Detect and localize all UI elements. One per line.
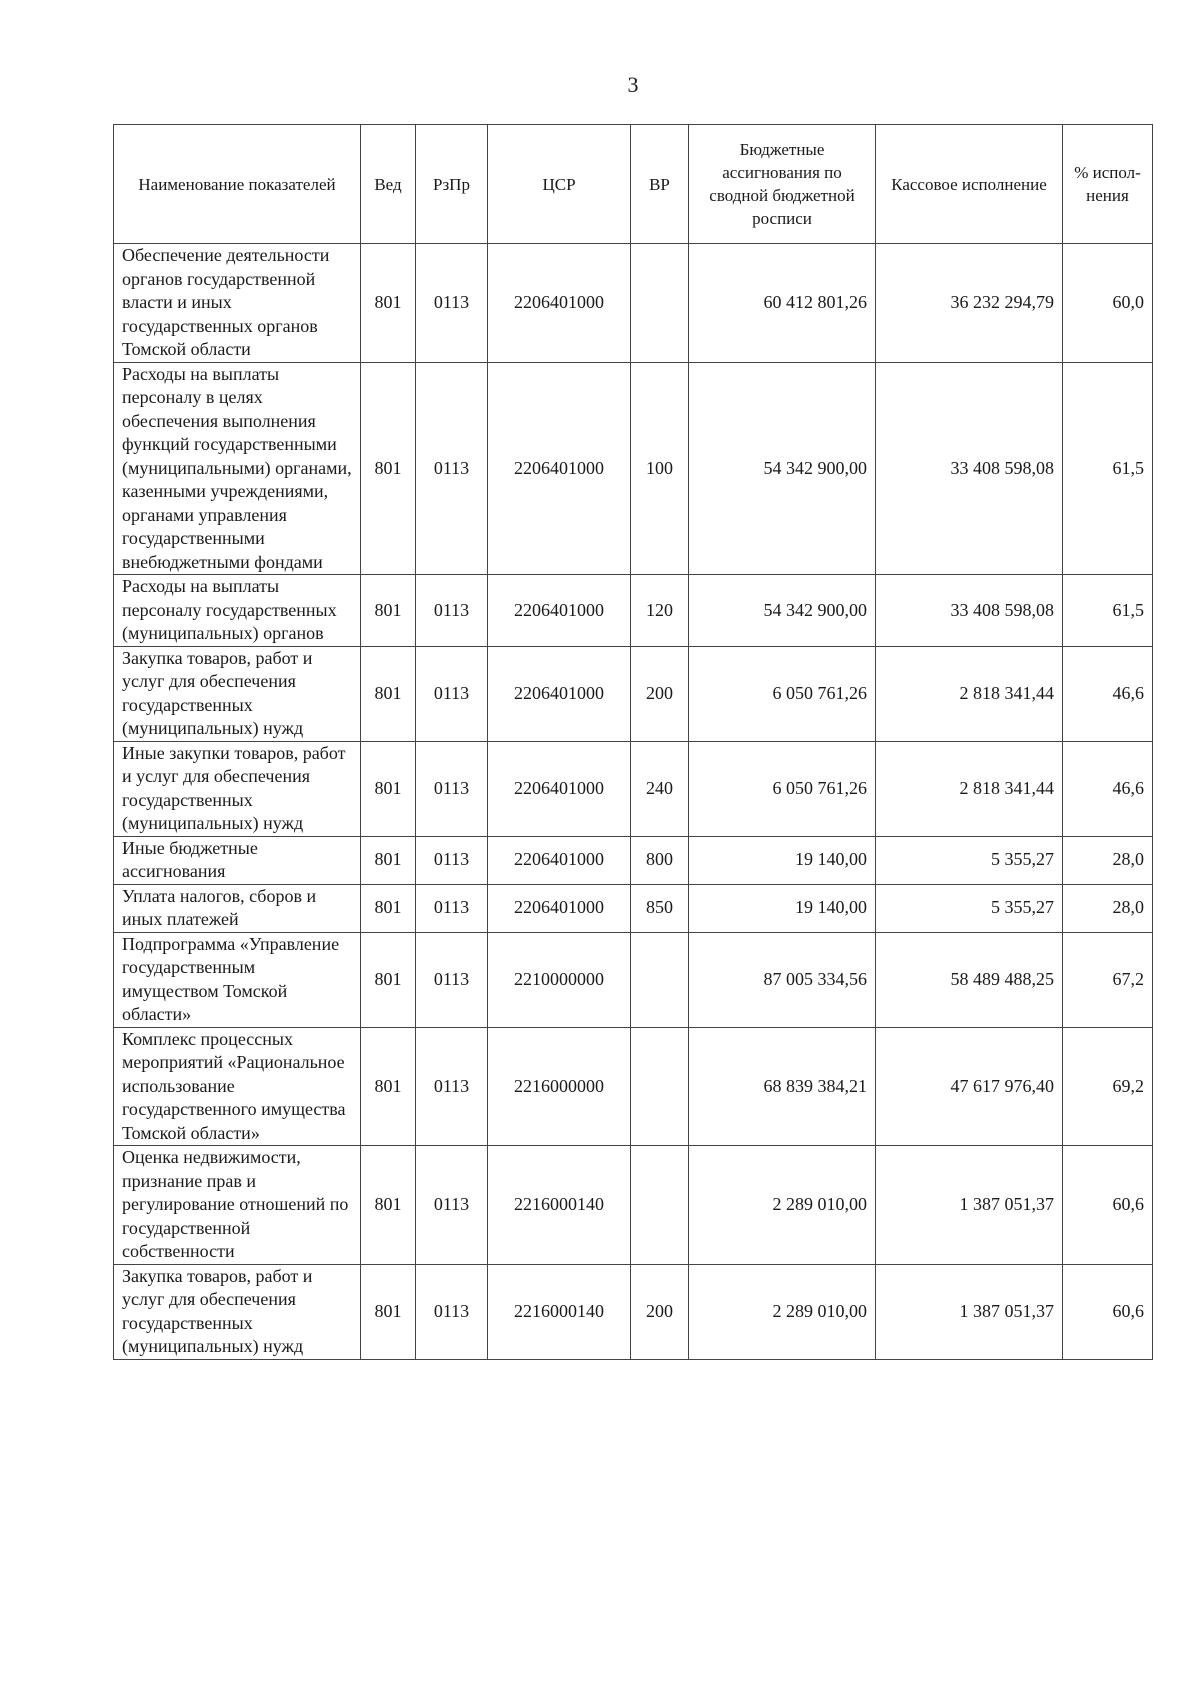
row-cash: 47 617 976,40 xyxy=(876,1027,1063,1146)
row-budget: 19 140,00 xyxy=(689,836,876,884)
row-budget: 2 289 010,00 xyxy=(689,1264,876,1359)
row-vr: 120 xyxy=(631,575,689,647)
row-csr: 2216000140 xyxy=(488,1264,631,1359)
row-budget: 6 050 761,26 xyxy=(689,741,876,836)
row-vr xyxy=(631,1146,689,1265)
header-vr: ВР xyxy=(631,125,689,244)
row-pct: 60,0 xyxy=(1063,244,1153,363)
row-rzpr: 0113 xyxy=(416,1146,488,1265)
row-rzpr: 0113 xyxy=(416,646,488,741)
row-name: Подпрограмма «Управление государственным имуществом Томской области» xyxy=(114,932,361,1027)
row-pct: 60,6 xyxy=(1063,1146,1153,1265)
budget-execution-table xyxy=(113,124,1153,1360)
row-pct: 67,2 xyxy=(1063,932,1153,1027)
row-rzpr: 0113 xyxy=(416,932,488,1027)
row-ved: 801 xyxy=(361,244,416,363)
row-budget: 54 342 900,00 xyxy=(689,362,876,575)
row-name: Комплекс процессных мероприятий «Рациональное использование государственного имущества Томской области» xyxy=(114,1027,361,1146)
row-rzpr: 0113 xyxy=(416,362,488,575)
row-pct: 46,6 xyxy=(1063,741,1153,836)
row-ved: 801 xyxy=(361,1146,416,1265)
table-row xyxy=(114,1146,1153,1265)
row-rzpr: 0113 xyxy=(416,741,488,836)
row-budget: 6 050 761,26 xyxy=(689,646,876,741)
row-rzpr: 0113 xyxy=(416,836,488,884)
row-budget: 54 342 900,00 xyxy=(689,575,876,647)
row-ved: 801 xyxy=(361,884,416,932)
row-cash: 1 387 051,37 xyxy=(876,1146,1063,1265)
row-pct: 28,0 xyxy=(1063,836,1153,884)
row-pct: 28,0 xyxy=(1063,884,1153,932)
row-pct: 61,5 xyxy=(1063,575,1153,647)
table-row xyxy=(114,362,1153,575)
row-csr: 2206401000 xyxy=(488,362,631,575)
table-row xyxy=(114,575,1153,647)
row-rzpr: 0113 xyxy=(416,884,488,932)
row-name: Обеспечение деятельности органов государственной власти и иных государственных органов Томской области xyxy=(114,244,361,363)
row-cash: 5 355,27 xyxy=(876,836,1063,884)
row-budget: 60 412 801,26 xyxy=(689,244,876,363)
table-row xyxy=(114,884,1153,932)
row-cash: 1 387 051,37 xyxy=(876,1264,1063,1359)
row-rzpr: 0113 xyxy=(416,244,488,363)
row-budget: 87 005 334,56 xyxy=(689,932,876,1027)
header-pct: % испол-нения xyxy=(1063,125,1153,244)
row-ved: 801 xyxy=(361,836,416,884)
row-rzpr: 0113 xyxy=(416,1264,488,1359)
header-budget: Бюджетные ассигнования по сводной бюджетной росписи xyxy=(689,125,876,244)
table-row xyxy=(114,646,1153,741)
row-csr: 2206401000 xyxy=(488,836,631,884)
row-vr xyxy=(631,244,689,363)
row-name: Оценка недвижимости, признание прав и регулирование отношений по государственной собственности xyxy=(114,1146,361,1265)
header-csr: ЦСР xyxy=(488,125,631,244)
row-rzpr: 0113 xyxy=(416,1027,488,1146)
row-vr xyxy=(631,932,689,1027)
row-budget: 68 839 384,21 xyxy=(689,1027,876,1146)
row-vr: 850 xyxy=(631,884,689,932)
row-name: Расходы на выплаты персоналу государственных (муниципальных) органов xyxy=(114,575,361,647)
table-row xyxy=(114,932,1153,1027)
row-name: Иные бюджетные ассигнования xyxy=(114,836,361,884)
row-name: Уплата налогов, сборов и иных платежей xyxy=(114,884,361,932)
row-budget: 19 140,00 xyxy=(689,884,876,932)
row-csr: 2206401000 xyxy=(488,575,631,647)
row-pct: 69,2 xyxy=(1063,1027,1153,1146)
row-cash: 5 355,27 xyxy=(876,884,1063,932)
table-row xyxy=(114,1027,1153,1146)
row-name: Расходы на выплаты персоналу в целях обеспечения выполнения функций государственными (муниципальными) органами, казенными учреждениями, органами управления государственными внебюджетными фондами xyxy=(114,362,361,575)
row-cash: 36 232 294,79 xyxy=(876,244,1063,363)
page-number: 3 xyxy=(627,72,639,97)
table-row xyxy=(114,741,1153,836)
row-name: Закупка товаров, работ и услуг для обеспечения государственных (муниципальных) нужд xyxy=(114,1264,361,1359)
row-csr: 2206401000 xyxy=(488,884,631,932)
header-cash: Кассовое исполнение xyxy=(876,125,1063,244)
row-name: Иные закупки товаров, работ и услуг для обеспечения государственных (муниципальных) нужд xyxy=(114,741,361,836)
row-csr: 2206401000 xyxy=(488,646,631,741)
row-vr: 800 xyxy=(631,836,689,884)
row-cash: 33 408 598,08 xyxy=(876,362,1063,575)
row-csr: 2216000140 xyxy=(488,1146,631,1265)
row-csr: 2206401000 xyxy=(488,244,631,363)
row-vr: 200 xyxy=(631,646,689,741)
row-vr: 240 xyxy=(631,741,689,836)
header-ved: Вед xyxy=(361,125,416,244)
row-csr: 2216000000 xyxy=(488,1027,631,1146)
row-cash: 33 408 598,08 xyxy=(876,575,1063,647)
table-row xyxy=(114,244,1153,363)
row-rzpr: 0113 xyxy=(416,575,488,647)
row-pct: 61,5 xyxy=(1063,362,1153,575)
table-header-row xyxy=(114,125,1153,244)
row-pct: 46,6 xyxy=(1063,646,1153,741)
row-ved: 801 xyxy=(361,646,416,741)
row-ved: 801 xyxy=(361,1264,416,1359)
row-ved: 801 xyxy=(361,741,416,836)
header-name: Наименование показателей xyxy=(114,125,361,244)
table-row xyxy=(114,1264,1153,1359)
row-ved: 801 xyxy=(361,575,416,647)
row-csr: 2210000000 xyxy=(488,932,631,1027)
row-cash: 58 489 488,25 xyxy=(876,932,1063,1027)
row-ved: 801 xyxy=(361,362,416,575)
row-pct: 60,6 xyxy=(1063,1264,1153,1359)
row-name: Закупка товаров, работ и услуг для обеспечения государственных (муниципальных) нужд xyxy=(114,646,361,741)
row-csr: 2206401000 xyxy=(488,741,631,836)
row-vr: 200 xyxy=(631,1264,689,1359)
row-cash: 2 818 341,44 xyxy=(876,646,1063,741)
row-cash: 2 818 341,44 xyxy=(876,741,1063,836)
row-vr: 100 xyxy=(631,362,689,575)
header-rzpr: РзПр xyxy=(416,125,488,244)
row-ved: 801 xyxy=(361,932,416,1027)
table-row xyxy=(114,836,1153,884)
row-ved: 801 xyxy=(361,1027,416,1146)
row-budget: 2 289 010,00 xyxy=(689,1146,876,1265)
row-vr xyxy=(631,1027,689,1146)
